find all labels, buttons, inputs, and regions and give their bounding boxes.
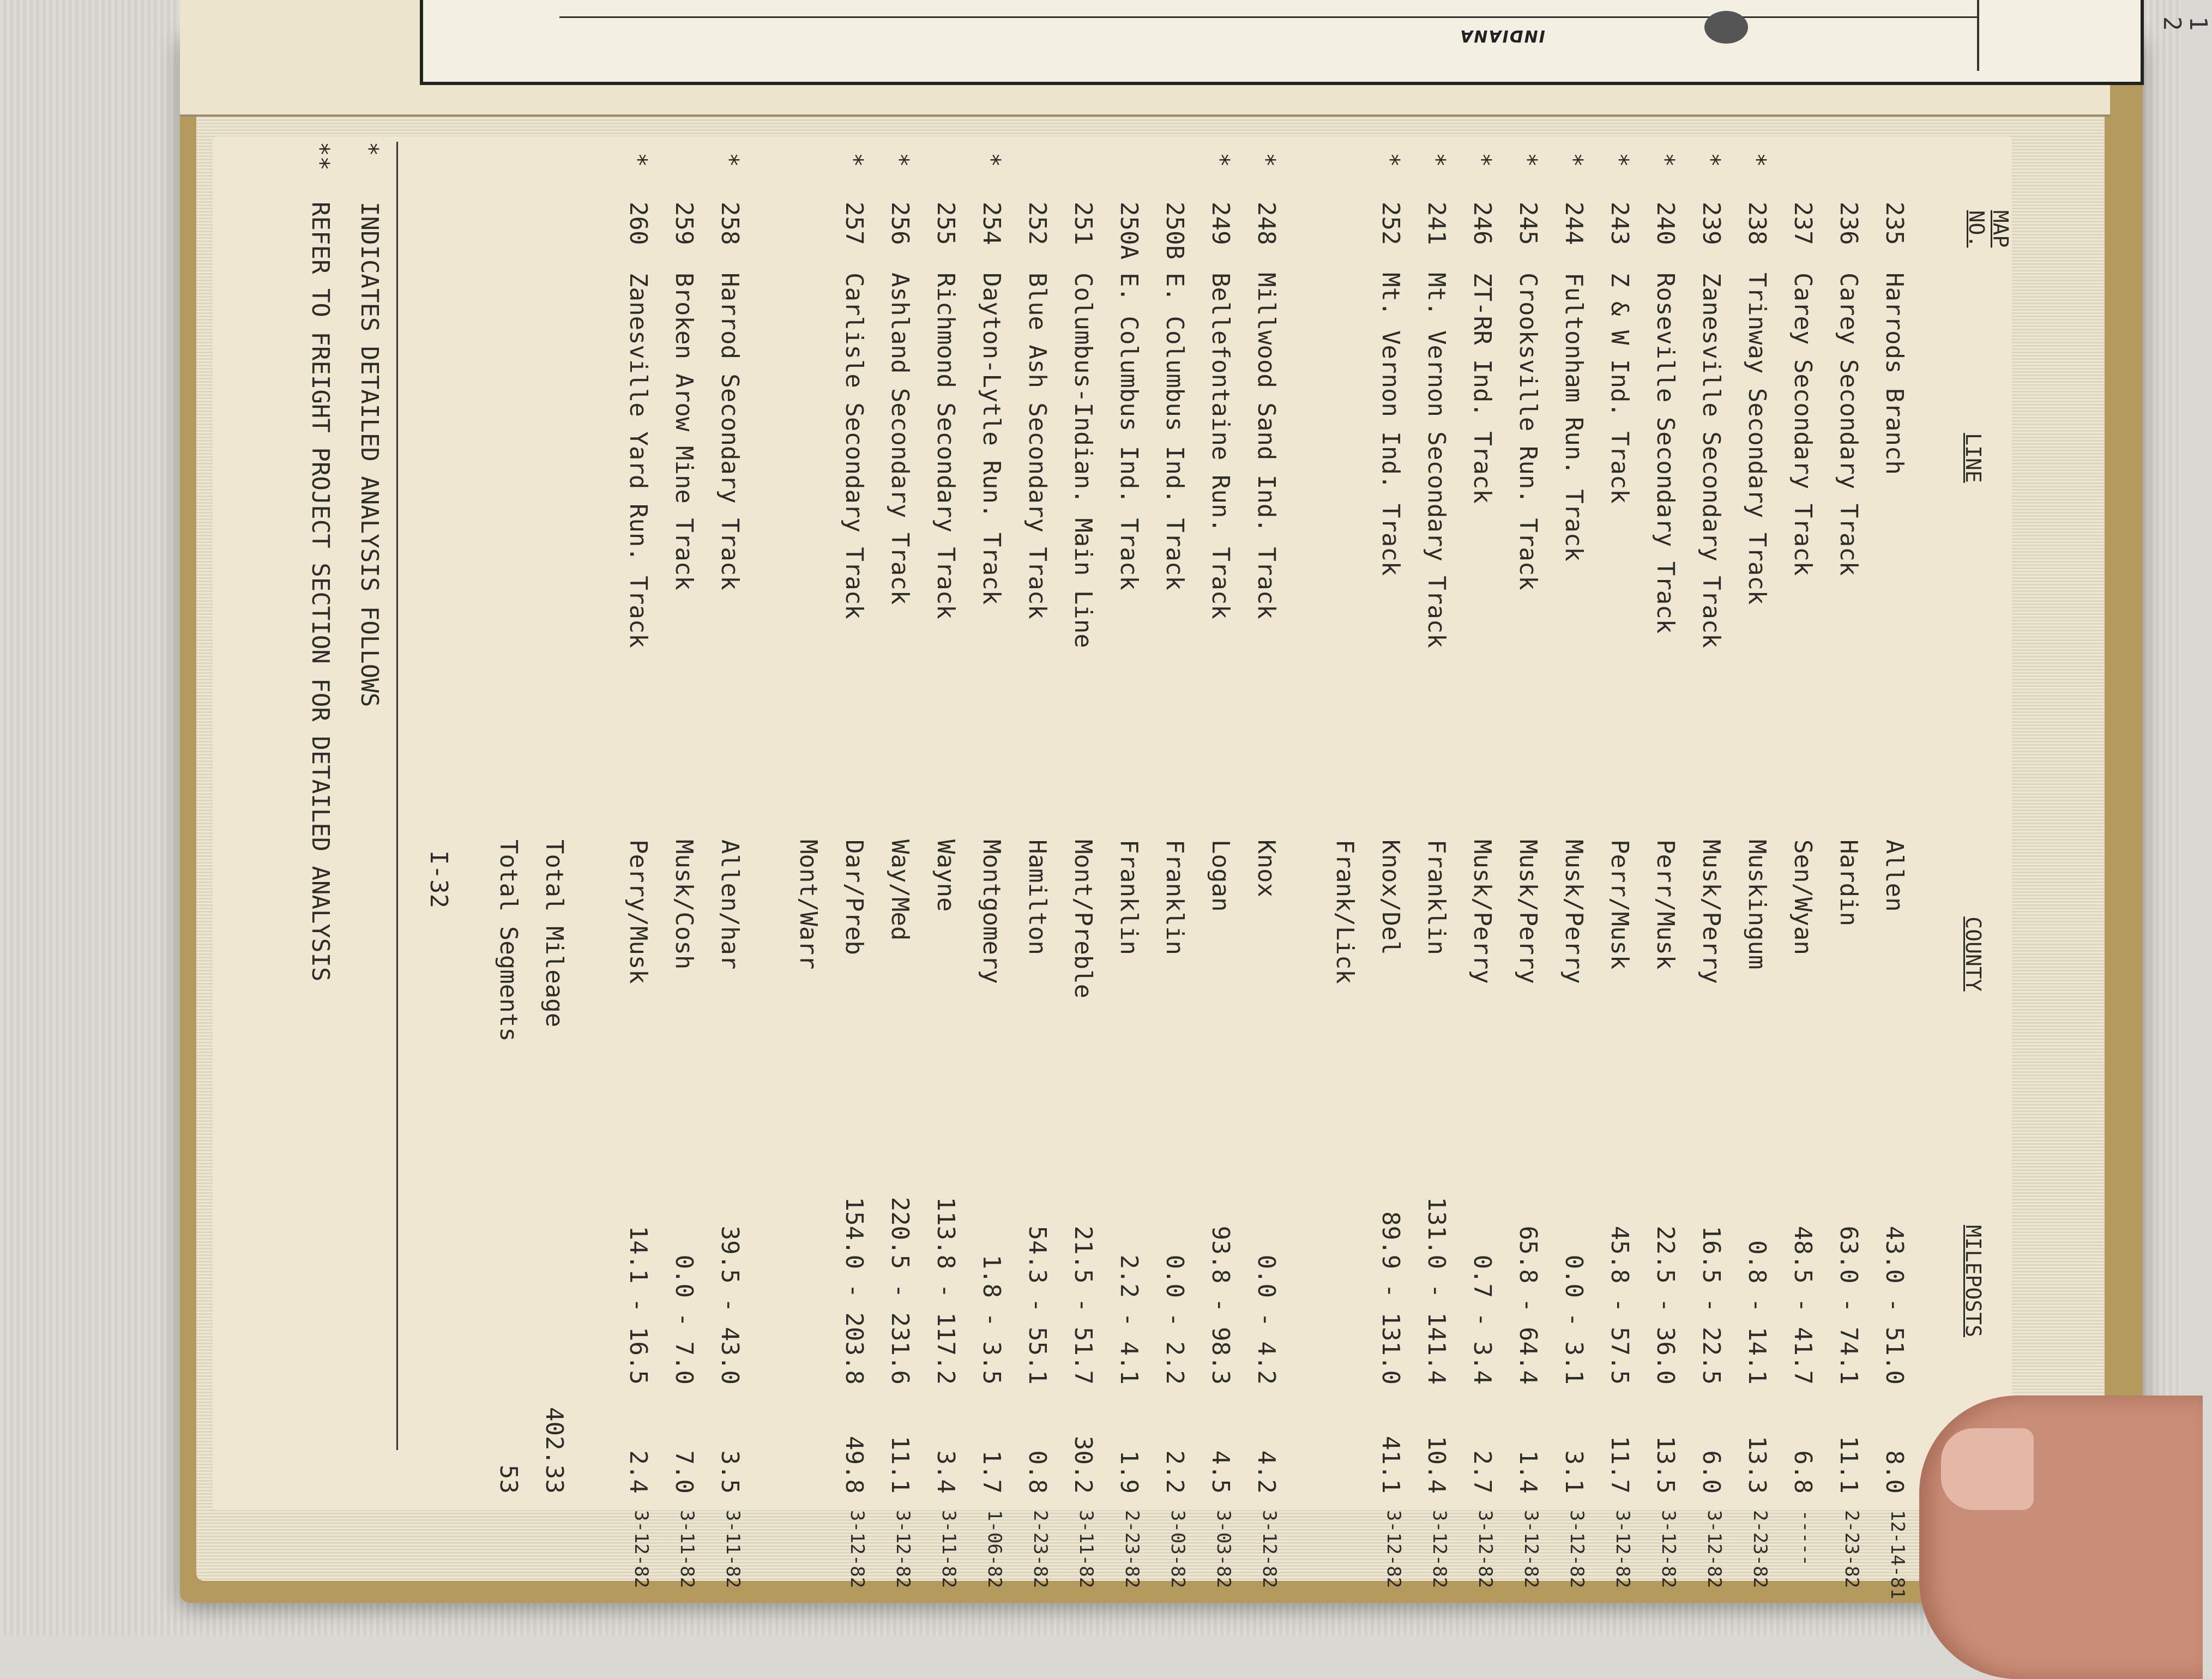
row-mileposts: 63.0 - 74.1 — [1835, 1225, 1863, 1385]
row-length: 11.1 — [1835, 1436, 1863, 1494]
row-map-number: 246 — [1468, 202, 1496, 245]
row-length: 30.2 — [1069, 1436, 1097, 1494]
row-county: Perr/Musk — [1652, 840, 1679, 970]
row-star: * — [1697, 153, 1725, 167]
row-mileposts: 131.0 - 141.4 — [1423, 1197, 1450, 1385]
row-line-name: Harrod Secondary Track — [716, 273, 744, 590]
row-abandon-date: 12-14-81 — [1886, 1510, 1908, 1599]
row-map-number: 255 — [932, 202, 960, 245]
row-county: Franklin — [1161, 840, 1189, 955]
row-line-name: Roseville Secondary Track — [1652, 273, 1679, 634]
row-county: Perr/Musk — [1606, 840, 1634, 970]
row-length: 13.3 — [1743, 1436, 1771, 1494]
row-mileposts: 154.0 - 203.8 — [840, 1197, 868, 1385]
row-star: * — [1252, 153, 1280, 167]
row-length: 2.2 — [1161, 1450, 1189, 1494]
row-line-name: Carey Secondary Track — [1789, 273, 1817, 576]
row-county: Wayne — [932, 840, 960, 912]
row-map-number: 256 — [886, 202, 914, 245]
thumbnail — [1941, 1428, 2034, 1510]
row-mileposts: 65.8 - 64.4 — [1514, 1225, 1542, 1385]
row-abandon-date: 3-12-82 — [1474, 1510, 1496, 1589]
footnote-mark: * — [355, 142, 383, 156]
footnote-text: REFER TO FREIGHT PROJECT SECTION FOR DETAILED ANALYSIS — [306, 202, 334, 982]
row-line-name: Ashland Secondary Track — [886, 273, 914, 605]
table-row — [652, 142, 698, 1589]
row-county: Allen/har — [716, 840, 744, 970]
row-star: * — [1606, 153, 1634, 167]
row-map-number: 250B — [1161, 202, 1189, 259]
map-city-marker — [1704, 11, 1748, 44]
table-row — [1771, 142, 1817, 1566]
row-county: Mont/Warr — [794, 840, 822, 970]
footnotes — [285, 142, 398, 1450]
row-line-name: ZT-RR Ind. Track — [1468, 273, 1496, 504]
map-state-label: INDIANA — [1459, 26, 1545, 45]
table-row — [868, 142, 914, 1589]
row-county: Allen — [1880, 840, 1908, 912]
table-row — [1005, 142, 1051, 1589]
row-county: Mont/Preble — [1069, 840, 1097, 999]
table-row — [1817, 142, 1863, 1589]
row-star: * — [1652, 153, 1679, 167]
row-line-name: Broken Arow Mine Track — [670, 273, 698, 590]
row-line-name: Columbus-Indian. Main Line — [1069, 273, 1097, 648]
table-row — [1359, 142, 1405, 1589]
row-abandon-date: 3-12-82 — [1612, 1510, 1634, 1589]
row-map-number: 243 — [1606, 202, 1634, 245]
total-segments-label: Total Segments — [495, 840, 522, 1042]
total-mileage-label: Total Mileage — [540, 840, 568, 1028]
row-line-name: Fultonham Run. Track — [1560, 273, 1588, 561]
table-row — [1588, 142, 1634, 1589]
row-mileposts: 0.0 - 4.2 — [1252, 1254, 1280, 1385]
row-abandon-date: 3-03-82 — [1213, 1510, 1234, 1589]
row-abandon-date: 3-12-82 — [846, 1510, 868, 1589]
row-star: * — [624, 153, 652, 167]
row-map-number: 252 — [1023, 202, 1051, 245]
row-star: * — [886, 153, 914, 167]
total-mileage-row — [522, 840, 568, 1548]
row-abandon-date: 3-12-82 — [1520, 1510, 1542, 1589]
row-length: 6.8 — [1789, 1450, 1817, 1494]
row-star: * — [1423, 153, 1450, 167]
footnote-text: INDICATES DETAILED ANALYSIS FOLLOWS — [355, 202, 383, 708]
row-length: 11.1 — [886, 1436, 914, 1494]
row-line-name: Harrods Branch — [1880, 273, 1908, 475]
row-county: Knox — [1252, 840, 1280, 897]
row-map-number: 238 — [1743, 202, 1771, 245]
row-abandon-date: 3-12-82 — [1703, 1510, 1725, 1589]
row-map-number: 245 — [1514, 202, 1542, 245]
row-county: Musk/Perry — [1697, 840, 1725, 984]
row-length: 2.4 — [624, 1450, 652, 1494]
row-line-name: E. Columbus Ind. Track — [1115, 273, 1143, 590]
row-abandon-date: 2-23-82 — [1841, 1510, 1863, 1589]
row-length: 8.0 — [1880, 1450, 1908, 1494]
row-map-number: 260 — [624, 202, 652, 245]
row-line-name: E. Columbus Ind. Track — [1161, 273, 1189, 590]
row-county: Way/Med — [886, 840, 914, 941]
row-line-name: Carlisle Secondary Track — [840, 273, 868, 619]
table-row — [1097, 142, 1143, 1589]
row-length: 3.1 — [1560, 1450, 1588, 1494]
row-abandon-date: 3-11-82 — [722, 1510, 744, 1589]
footnote — [285, 142, 334, 1450]
row-map-number: 235 — [1880, 202, 1908, 245]
row-star: * — [1207, 153, 1234, 167]
table-row — [1313, 142, 1359, 1483]
row-line-name: Zanesville Yard Run. Track — [624, 273, 652, 648]
row-county: Musk/Perry — [1560, 840, 1588, 984]
row-mileposts: 43.0 - 51.0 — [1880, 1225, 1908, 1385]
row-line-name: Mt. Vernon Ind. Track — [1377, 273, 1405, 576]
map-boundary-line — [1977, 0, 1979, 71]
row-line-name: Crooksville Run. Track — [1514, 273, 1542, 590]
row-map-number: 258 — [716, 202, 744, 245]
table-row — [1143, 142, 1189, 1589]
row-mileposts: 45.8 - 57.5 — [1606, 1225, 1634, 1385]
rotated-table-content — [213, 142, 2012, 1599]
row-mileposts: 220.5 - 231.6 — [886, 1197, 914, 1385]
row-length: 4.5 — [1207, 1450, 1234, 1494]
row-mileposts: 0.0 - 7.0 — [670, 1254, 698, 1385]
table-row — [698, 142, 744, 1589]
row-map-number: 259 — [670, 202, 698, 245]
row-abandon-date: 2-23-82 — [1029, 1510, 1051, 1589]
row-mileposts: 0.8 - 14.1 — [1743, 1240, 1771, 1385]
row-line-name: Bellefontaine Run. Track — [1207, 273, 1234, 619]
row-map-number: 250A — [1115, 202, 1143, 259]
page-number: I-32 — [425, 850, 453, 908]
table-row — [776, 142, 822, 1483]
row-county: Hamilton — [1023, 840, 1051, 955]
row-county: Franklin — [1115, 840, 1143, 955]
table-row — [1863, 142, 1908, 1599]
header-county: COUNTY — [1961, 916, 1985, 992]
row-county: Knox/Del — [1377, 840, 1405, 955]
row-map-number: 241 — [1423, 202, 1450, 245]
row-mileposts: 39.5 - 43.0 — [716, 1225, 744, 1385]
totals-block — [477, 840, 568, 1548]
row-mileposts: 48.5 - 41.7 — [1789, 1225, 1817, 1385]
row-line-name: Zanesville Secondary Track — [1697, 273, 1725, 648]
row-length: 7.0 — [670, 1450, 698, 1494]
row-star: * — [716, 153, 744, 167]
row-map-number: 244 — [1560, 202, 1588, 245]
row-line-name: Trinway Secondary Track — [1743, 273, 1771, 605]
row-mileposts: 93.8 - 98.3 — [1207, 1225, 1234, 1385]
row-abandon-date: 3-11-82 — [938, 1510, 960, 1589]
row-abandon-date: 3-12-82 — [1258, 1510, 1280, 1589]
row-county: Musk/Cosh — [670, 840, 698, 970]
row-length: 41.1 — [1377, 1436, 1405, 1494]
row-county: Logan — [1207, 840, 1234, 912]
row-length: 11.7 — [1606, 1436, 1634, 1494]
row-county: Hardin — [1835, 840, 1863, 926]
row-star: * — [1468, 153, 1496, 167]
row-line-name: Richmond Secondary Track — [932, 273, 960, 619]
row-star: * — [1377, 153, 1405, 167]
map-page — [180, 0, 2212, 117]
row-mileposts: 22.5 - 36.0 — [1652, 1225, 1679, 1385]
row-length: 3.5 — [716, 1450, 744, 1494]
row-mileposts: 1.8 - 3.5 — [978, 1254, 1005, 1385]
row-mileposts: 0.0 - 3.1 — [1560, 1254, 1588, 1385]
row-county: Frank/Lick — [1331, 840, 1359, 984]
row-mileposts: 0.7 - 3.4 — [1468, 1254, 1496, 1385]
table-row — [1450, 142, 1496, 1589]
footnote-mark: ** — [306, 142, 334, 171]
row-county: Sen/Wyan — [1789, 840, 1817, 955]
row-abandon-date: 2-23-82 — [1749, 1510, 1771, 1589]
row-abandon-date: 2-23-82 — [1121, 1510, 1143, 1589]
row-mileposts: 21.5 - 51.7 — [1069, 1225, 1097, 1385]
table-row — [1405, 142, 1450, 1589]
row-abandon-date: 3-12-82 — [630, 1510, 652, 1589]
row-mileposts: 113.8 - 117.2 — [932, 1197, 960, 1385]
row-county: Muskingum — [1743, 840, 1771, 970]
row-map-number: 249 — [1207, 202, 1234, 245]
row-mileposts: 16.5 - 22.5 — [1697, 1225, 1725, 1385]
row-line-name: Carey Secondary Track — [1835, 273, 1863, 576]
row-length: 1.4 — [1514, 1450, 1542, 1494]
row-line-name: Mt. Vernon Secondary Track — [1423, 273, 1450, 648]
total-segments-value: 53 — [495, 1465, 522, 1494]
table-row — [1234, 142, 1280, 1589]
table-row — [1051, 142, 1097, 1589]
row-mileposts: 2.2 - 4.1 — [1115, 1254, 1143, 1385]
group-spacer — [744, 142, 776, 1483]
row-map-number: 251 — [1069, 202, 1097, 245]
map-boundary-line — [559, 16, 1977, 18]
row-mileposts: 14.1 - 16.5 — [624, 1225, 652, 1385]
row-mileposts: 89.9 - 131.0 — [1377, 1211, 1405, 1385]
row-abandon-date: 1-06-82 — [984, 1510, 1005, 1589]
row-length: 4.2 — [1252, 1450, 1280, 1494]
table-row — [1496, 142, 1542, 1589]
header-mileposts: MILEPOSTS — [1961, 1225, 1985, 1337]
table-row — [606, 142, 652, 1589]
table-row — [1634, 142, 1679, 1589]
row-length: 1.9 — [1115, 1450, 1143, 1494]
row-abandon-date: 3-12-82 — [1429, 1510, 1450, 1589]
row-line-name: Millwood Sand Ind. Track — [1252, 273, 1280, 619]
row-length: 2.7 — [1468, 1450, 1496, 1494]
table-row — [822, 142, 868, 1589]
footnote — [334, 142, 383, 1450]
row-county: Musk/Perry — [1468, 840, 1496, 984]
row-abandon-date: 3-11-82 — [676, 1510, 698, 1589]
row-abandon-date: ----- — [1795, 1510, 1817, 1566]
row-star: * — [978, 153, 1005, 167]
row-map-number: 254 — [978, 202, 1005, 245]
table-row — [1679, 142, 1725, 1589]
row-map-number: 257 — [840, 202, 868, 245]
row-abandon-date: 3-12-82 — [1383, 1510, 1405, 1589]
row-length: 10.4 — [1423, 1436, 1450, 1494]
row-length: 3.4 — [932, 1450, 960, 1494]
row-map-number: 248 — [1252, 202, 1280, 245]
sheet-numbers: 1 2 — [2157, 16, 2212, 31]
row-star: * — [840, 153, 868, 167]
total-mileage-value: 402.33 — [540, 1407, 568, 1494]
row-map-number: 237 — [1789, 202, 1817, 245]
table-row — [960, 142, 1005, 1589]
row-length: 13.5 — [1652, 1436, 1679, 1494]
row-county: Musk/Perry — [1514, 840, 1542, 984]
row-map-number: 236 — [1835, 202, 1863, 245]
row-length: 0.8 — [1023, 1450, 1051, 1494]
row-map-number: 239 — [1697, 202, 1725, 245]
row-length: 49.8 — [840, 1436, 868, 1494]
row-county: Dar/Preb — [840, 840, 868, 955]
row-mileposts: 0.0 - 2.2 — [1161, 1254, 1189, 1385]
row-abandon-date: 3-11-82 — [1075, 1510, 1097, 1589]
table-row — [914, 142, 960, 1589]
hand-thumb — [1919, 1396, 2203, 1679]
table-row — [1542, 142, 1588, 1589]
row-abandon-date: 3-12-82 — [1658, 1510, 1679, 1589]
row-county: Perry/Musk — [624, 840, 652, 984]
row-mileposts: 54.3 - 55.1 — [1023, 1225, 1051, 1385]
row-map-number: 240 — [1652, 202, 1679, 245]
row-county: Franklin — [1423, 840, 1450, 955]
row-line-name: Z & W Ind. Track — [1606, 273, 1634, 504]
row-map-number: 252 — [1377, 202, 1405, 245]
row-line-name: Dayton-Lytle Run. Track — [978, 273, 1005, 605]
table-row — [1189, 142, 1234, 1589]
row-length: 1.7 — [978, 1450, 1005, 1494]
row-abandon-date: 3-12-82 — [892, 1510, 914, 1589]
row-length: 6.0 — [1697, 1450, 1725, 1494]
total-segments-row — [477, 840, 522, 1548]
row-county: Montgomery — [978, 840, 1005, 984]
table-row — [1725, 142, 1771, 1589]
map-frame — [420, 0, 2144, 85]
group-spacer — [1280, 142, 1313, 1483]
row-star: * — [1514, 153, 1542, 167]
header-map-no: MAP NO. — [1964, 210, 2012, 248]
row-line-name: Blue Ash Secondary Track — [1023, 273, 1051, 619]
row-star: * — [1560, 153, 1588, 167]
header-line: LINE — [1961, 433, 1985, 483]
row-star: * — [1743, 153, 1771, 167]
row-abandon-date: 3-03-82 — [1167, 1510, 1189, 1589]
row-abandon-date: 3-12-82 — [1566, 1510, 1588, 1589]
line-table — [606, 142, 1908, 1599]
